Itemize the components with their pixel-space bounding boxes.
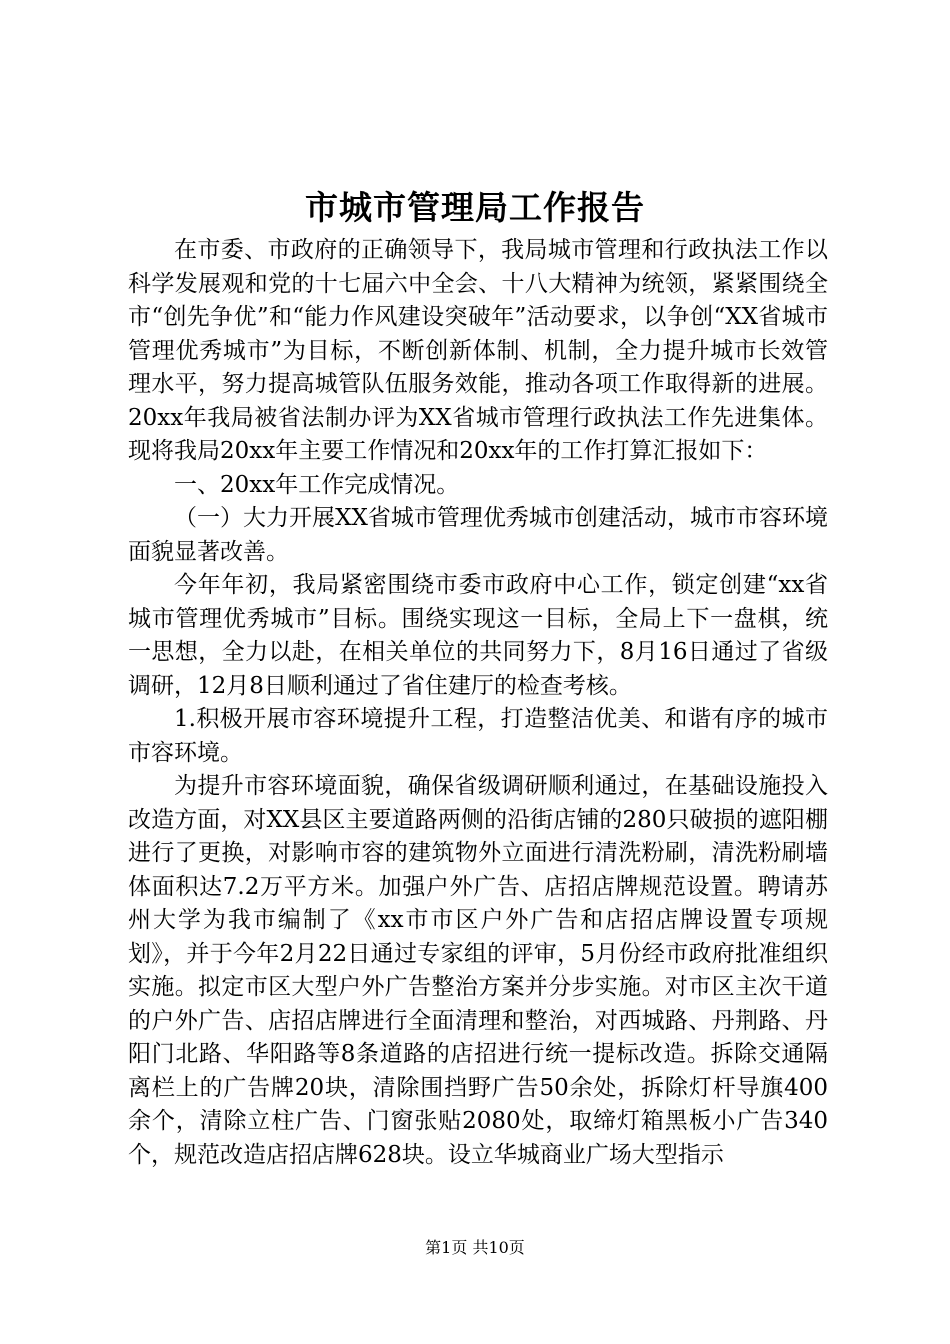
document-title: 市城市管理局工作报告 (305, 188, 645, 227)
paragraph-target: 今年年初，我局紧密围绕市委市政府中心工作，锁定创建“xx省城市管理优秀城市”目标。围绕实现这一目标，全局上下一盘棋，统一思想，全力以赴，在相关单位的共同努力下，8月16日通过了省级调研，12月8日顺利通过了省住建厅的检查考核。 (128, 572, 828, 699)
document-body (128, 234, 828, 1172)
paragraph-intro: 在市委、市政府的正确领导下，我局城市管理和行政执法工作以科学发展观和党的十七届六中全会、十八大精神为统领，紧紧围绕全市“创先争优”和“能力作风建设突破年”活动要求，以争创“XX省城市管理优秀城市”为目标，不断创新体制、机制，全力提升城市长效管理水平，努力提高城管队伍服务效能，推动各项工作取得新的进展。20xx年我局被省法制办评为XX省城市管理行政执法工作先进集体。现将我局20xx年主要工作情况和20xx年的工作打算汇报如下： (128, 237, 828, 464)
item-heading-1: 1.积极开展市容环境提升工程，打造整洁优美、和谐有序的城市市容环境。 (128, 706, 828, 766)
section-heading-1: 一、20xx年工作完成情况。 (174, 471, 460, 498)
subsection-heading-1: （一）大力开展XX省城市管理优秀城市创建活动，城市市容环境面貌显著改善。 (128, 505, 828, 565)
paragraph-details: 为提升市容环境面貌，确保省级调研顺利通过，在基础设施投入改造方面，对XX县区主要道路两侧的沿街店铺的280只破损的遮阳棚进行了更换，对影响市容的建筑物外立面进行清洗粉刷，清洗粉刷墙体面积达7.2万平方米。加强户外广告、店招店牌规范设置。聘请苏州大学为我市编制了《xx市市区户外广告和店招店牌设置专项规划》，并于今年2月22日通过专家组的评审，5月份经市政府批准组织实施。拟定市区大型户外广告整治方案并分步实施。对市区主次干道的户外广告、店招店牌进行全面清理和整治，对西城路、丹荆路、丹阳门北路、华阳路等8条道路的店招进行统一提标改造。拆除交通隔离栏上的广告牌20块，清除围挡野广告50余处，拆除灯杆导旗400余个，清除立柱广告、门窗张贴2080处，取缔灯箱黑板小广告340个，规范改造店招店牌628块。设立华城商业广场大型指示 (128, 773, 828, 1168)
page-number-footer: 第1页 共10页 (425, 1238, 525, 1257)
